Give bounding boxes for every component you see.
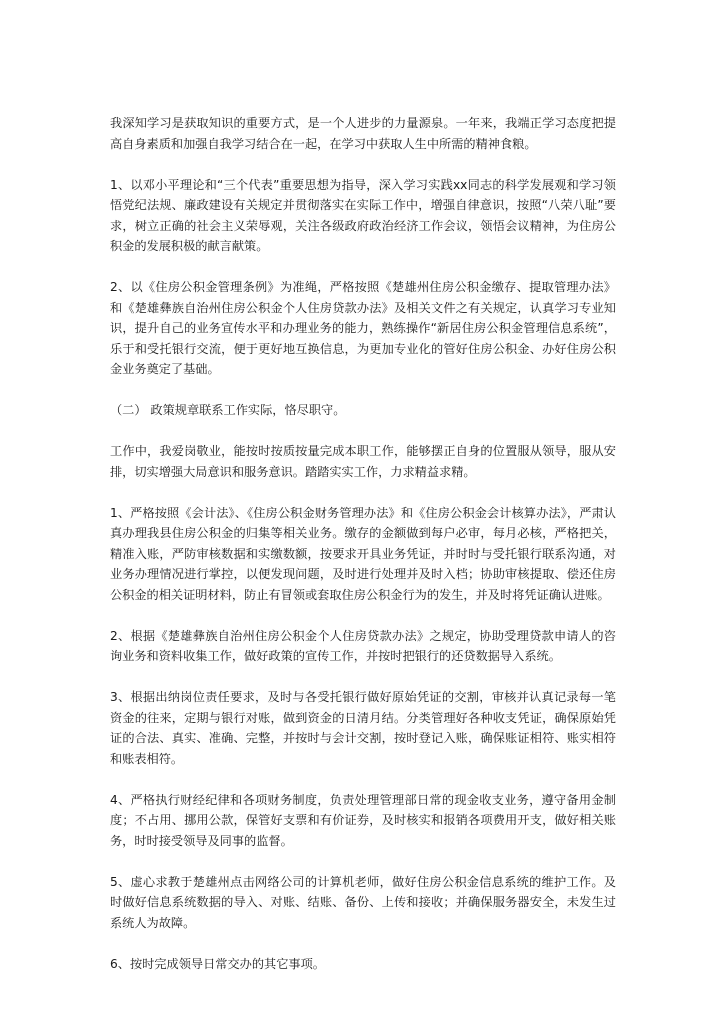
- paragraph-item-2: 2、以《住房公积金管理条例》为准绳，严格按照《楚雄州住房公积金缴存、提取管理办法》和《楚雄彝族自治州住房公积金个人住房贷款办法》及相关文件之有关规定，认真学习专业知识，提升自己的业务宣传水平和办理业务的能力，熟练操作“新居住房公积金管理信息系统”，乐于和受托银行交流，便于更好地互换信息，为更加专业化的管好住房公积金、办好住房公积金业务奠定了基础。: [110, 280, 616, 376]
- paragraph-item-3: 3、根据出纳岗位责任要求，及时与各受托银行做好原始凭证的交割，审核并认真记录每一笔资金的往来，定期与银行对账，做到资金的日清月结。分类管理好各种收支凭证，确保原始凭证的合法、真实、准确、完整，并按时与会计交割，按时登记入账，确保账证相符、账实相符和账表相符。: [110, 690, 616, 766]
- section-heading: （二） 政策规章联系工作实际，恪尽职守。: [110, 403, 346, 417]
- paragraph-item-1: 1、以邓小平理论和“三个代表”重要思想为指导，深入学习实践xx同志的科学发展观和学习领悟党纪法规、廉政建设有关规定并贯彻落实在实际工作中，增强自律意识，按照“八荣八耻”要求，树立正确的社会主义荣辱观，关注各级政府政治经济工作会议，领悟会议精神，为住房公积金的发展积极的献言献策。: [110, 177, 616, 253]
- paragraph-item-6: 6、按时完成领导日常交办的其它事项。: [110, 956, 325, 971]
- paragraph-item-5: 5、虚心求教于楚雄州点击网络公司的计算机老师，做好住房公积金信息系统的维护工作。及时做好信息系统数据的导入、对账、结账、备份、上传和接收；并确保服务器安全，未发生过系统人为故障。: [110, 874, 616, 930]
- paragraph-item-1: 1、严格按照《会计法》、《住房公积金财务管理办法》和《住房公积金会计核算办法》，严肃认真办理我县住房公积金的归集等相关业务。缴存的金额做到每户必审，每月必核，严格把关，精准入账，严防审核数据和实缴数额，按要求开具业务凭证，并时时与受托银行联系沟通，对业务办理情况进行掌控，以便发现问题，及时进行处理并及时入档；协助审核提取、偿还住房公积金的相关证明材料，防止有冒领或套取住房公积金行为的发生，并及时将凭证确认进账。: [110, 505, 616, 602]
- paragraph-item-4: 4、严格执行财经纪律和各项财务制度，负责处理管理部日常的现金收支业务，遵守备用金制度；不占用、挪用公款，保管好支票和有价证券，及时核实和报销各项费用开支，做好相关账务，时时接受领导及同事的监督。: [110, 792, 616, 848]
- paragraph-intro: 我深知学习是获取知识的重要方式，是一个人进步的力量源泉。一年来，我端正学习态度把提高自身素质和加强自我学习结合在一起，在学习中获取人生中所需的精神食粮。: [110, 116, 616, 151]
- paragraph-item-2: 2、根据《楚雄彝族自治州住房公积金个人住房贷款办法》之规定，协助受理贷款申请人的咨询业务和资料收集工作，做好政策的宣传工作，并按时把银行的还贷数据导入系统。: [110, 628, 616, 663]
- paragraph-section-intro: 工作中，我爱岗敬业，能按时按质按量完成本职工作，能够摆正自身的位置服从领导，服从安排，切实增强大局意识和服务意识。踏踏实实工作，力求精益求精。: [110, 444, 616, 479]
- document-body: [110, 113, 616, 995]
